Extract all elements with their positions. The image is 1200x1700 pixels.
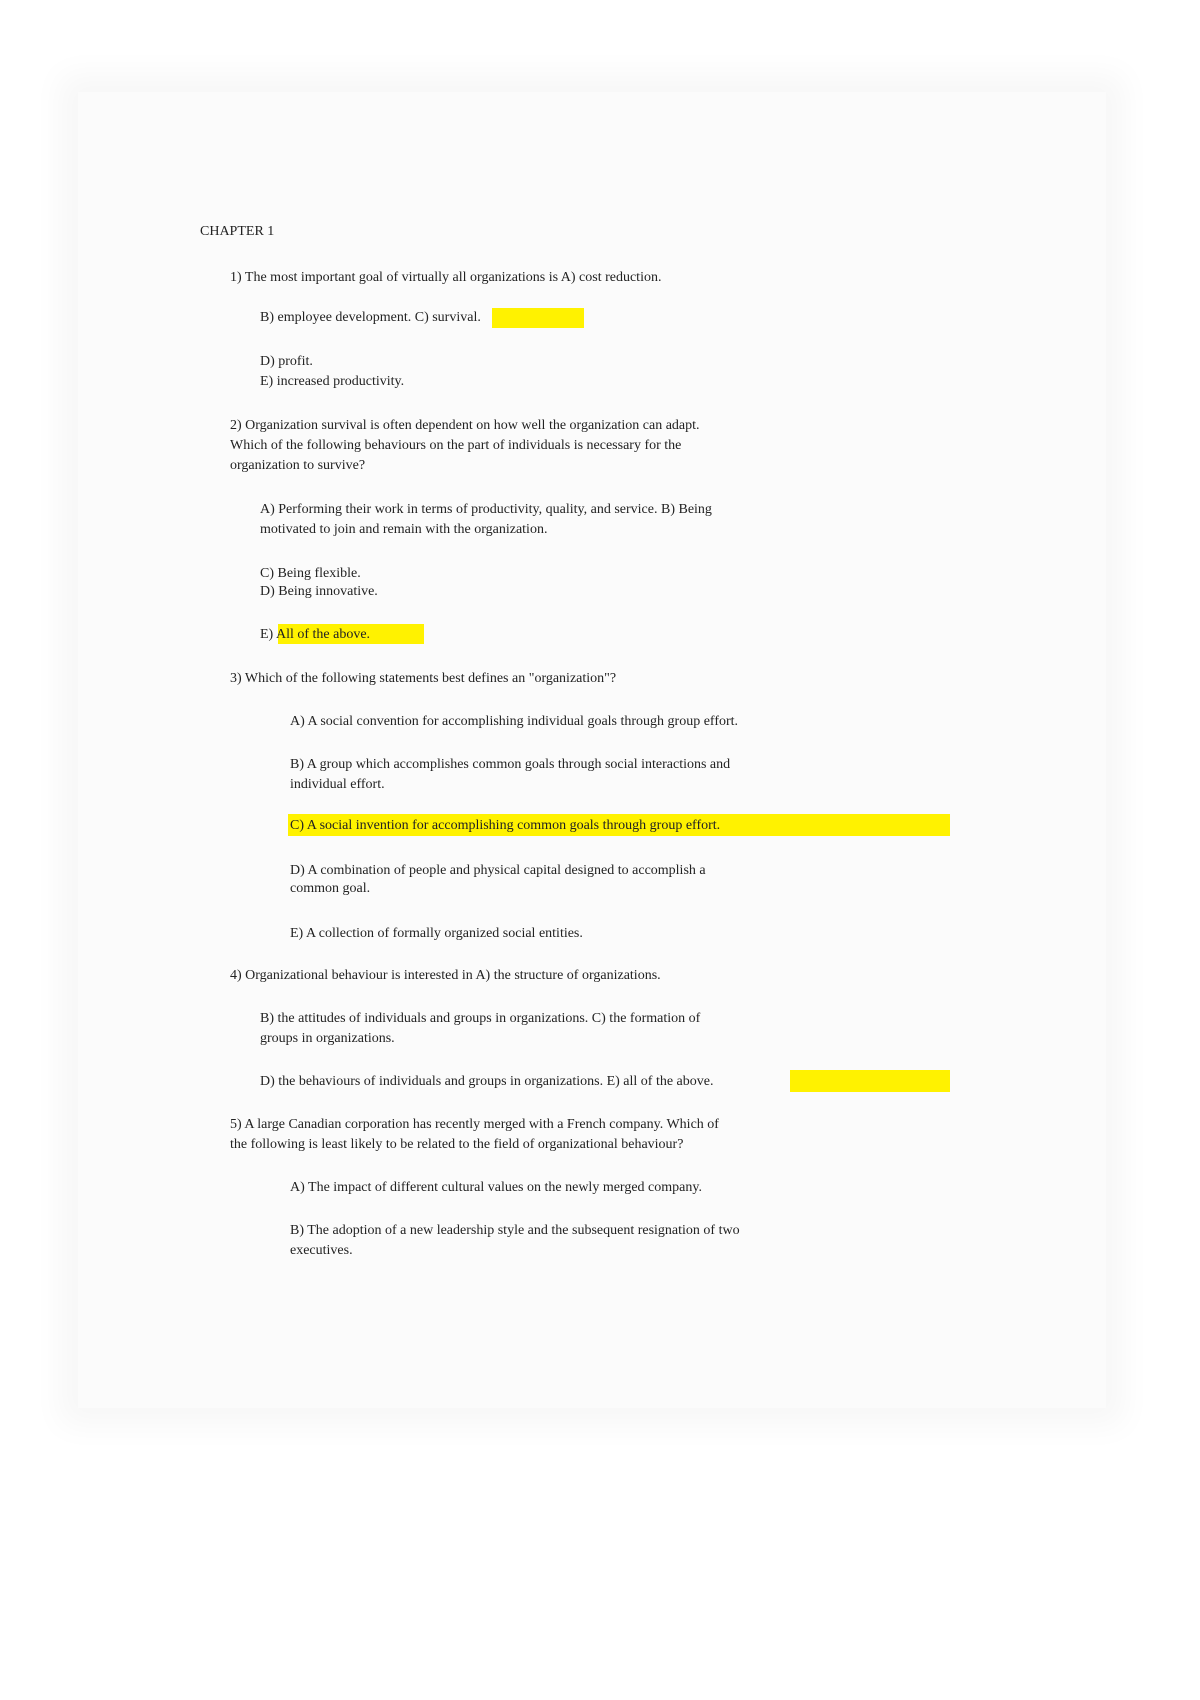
chapter-heading: CHAPTER 1 xyxy=(200,224,275,239)
q4-options-de xyxy=(260,1073,713,1091)
q1-stem: 1) The most important goal of virtually all organizations is A) cost reduction. xyxy=(230,270,662,285)
q4-stem: 4) Organizational behaviour is interested in A) the structure of organizations. xyxy=(230,968,661,983)
q5-option-b-line2: executives. xyxy=(290,1243,353,1258)
q4-options-bc-line1: B) the attitudes of individuals and groups in organizations. C) the formation of xyxy=(260,1011,701,1026)
q3-option-d-line1: D) A combination of people and physical capital designed to accomplish a xyxy=(290,863,706,878)
q2-answer-highlighted: All of the above. xyxy=(275,627,371,642)
q5-stem-line2: the following is least likely to be related to the field of organizational behaviour? xyxy=(230,1137,684,1152)
q3-option-b-line2: individual effort. xyxy=(290,777,385,792)
q1-options-bc-text: B) employee development. C) sur xyxy=(260,310,450,325)
q3-option-b-line1: B) A group which accomplishes common goals through social interactions and xyxy=(290,757,731,772)
q1-option-d: D) profit. xyxy=(260,354,313,369)
q2-stem-line2: Which of the following behaviours on the part of individuals is necessary for the xyxy=(230,438,682,453)
q2-options-ab-line2: motivated to join and remain with the organization. xyxy=(260,522,548,537)
q3-option-e: E) A collection of formally organized social entities. xyxy=(290,926,583,941)
q3-option-a: A) A social convention for accomplishing individual goals through group effort. xyxy=(290,714,739,729)
q4-answer-highlighted: ve. xyxy=(696,1074,714,1089)
q1-answer-highlighted: vival. xyxy=(449,310,481,325)
q2-stem-line1: 2) Organization survival is often dependent on how well the organization can adapt. xyxy=(230,418,700,433)
q5-stem-line1: 5) A large Canadian corporation has recently merged with a French company. Which of xyxy=(230,1117,719,1132)
q3-option-d-line2: common goal. xyxy=(290,881,371,896)
q2-option-e-label: E) xyxy=(260,627,276,642)
q2-option-c: C) Being flexible. xyxy=(260,566,361,581)
q2-stem-line3: organization to survive? xyxy=(230,458,366,473)
highlight-q4-answer xyxy=(790,1070,950,1092)
q1-option-e: E) increased productivity. xyxy=(260,374,405,389)
q5-option-b-line1: B) The adoption of a new leadership style and the subsequent resignation of two xyxy=(290,1223,740,1238)
q3-stem: 3) Which of the following statements best defines an "organization"? xyxy=(230,671,617,686)
q2-options-ab-line1: A) Performing their work in terms of productivity, quality, and service. B) Being xyxy=(260,502,712,517)
q2-option-e xyxy=(260,626,370,644)
q2-option-d: D) Being innovative. xyxy=(260,584,378,599)
highlight-q1-answer xyxy=(492,308,584,328)
q5-option-a: A) The impact of different cultural values on the newly merged company. xyxy=(290,1180,702,1195)
document-sheet xyxy=(78,92,1106,1408)
q4-options-bc-line2: groups in organizations. xyxy=(260,1031,395,1046)
q1-options-bc xyxy=(260,309,481,327)
q4-options-de-text: D) the behaviours of individuals and groups in organizations. E) all of the abo xyxy=(260,1074,697,1089)
q3-option-c-highlighted: C) A social invention for accomplishing common goals through group effort. xyxy=(290,818,721,833)
